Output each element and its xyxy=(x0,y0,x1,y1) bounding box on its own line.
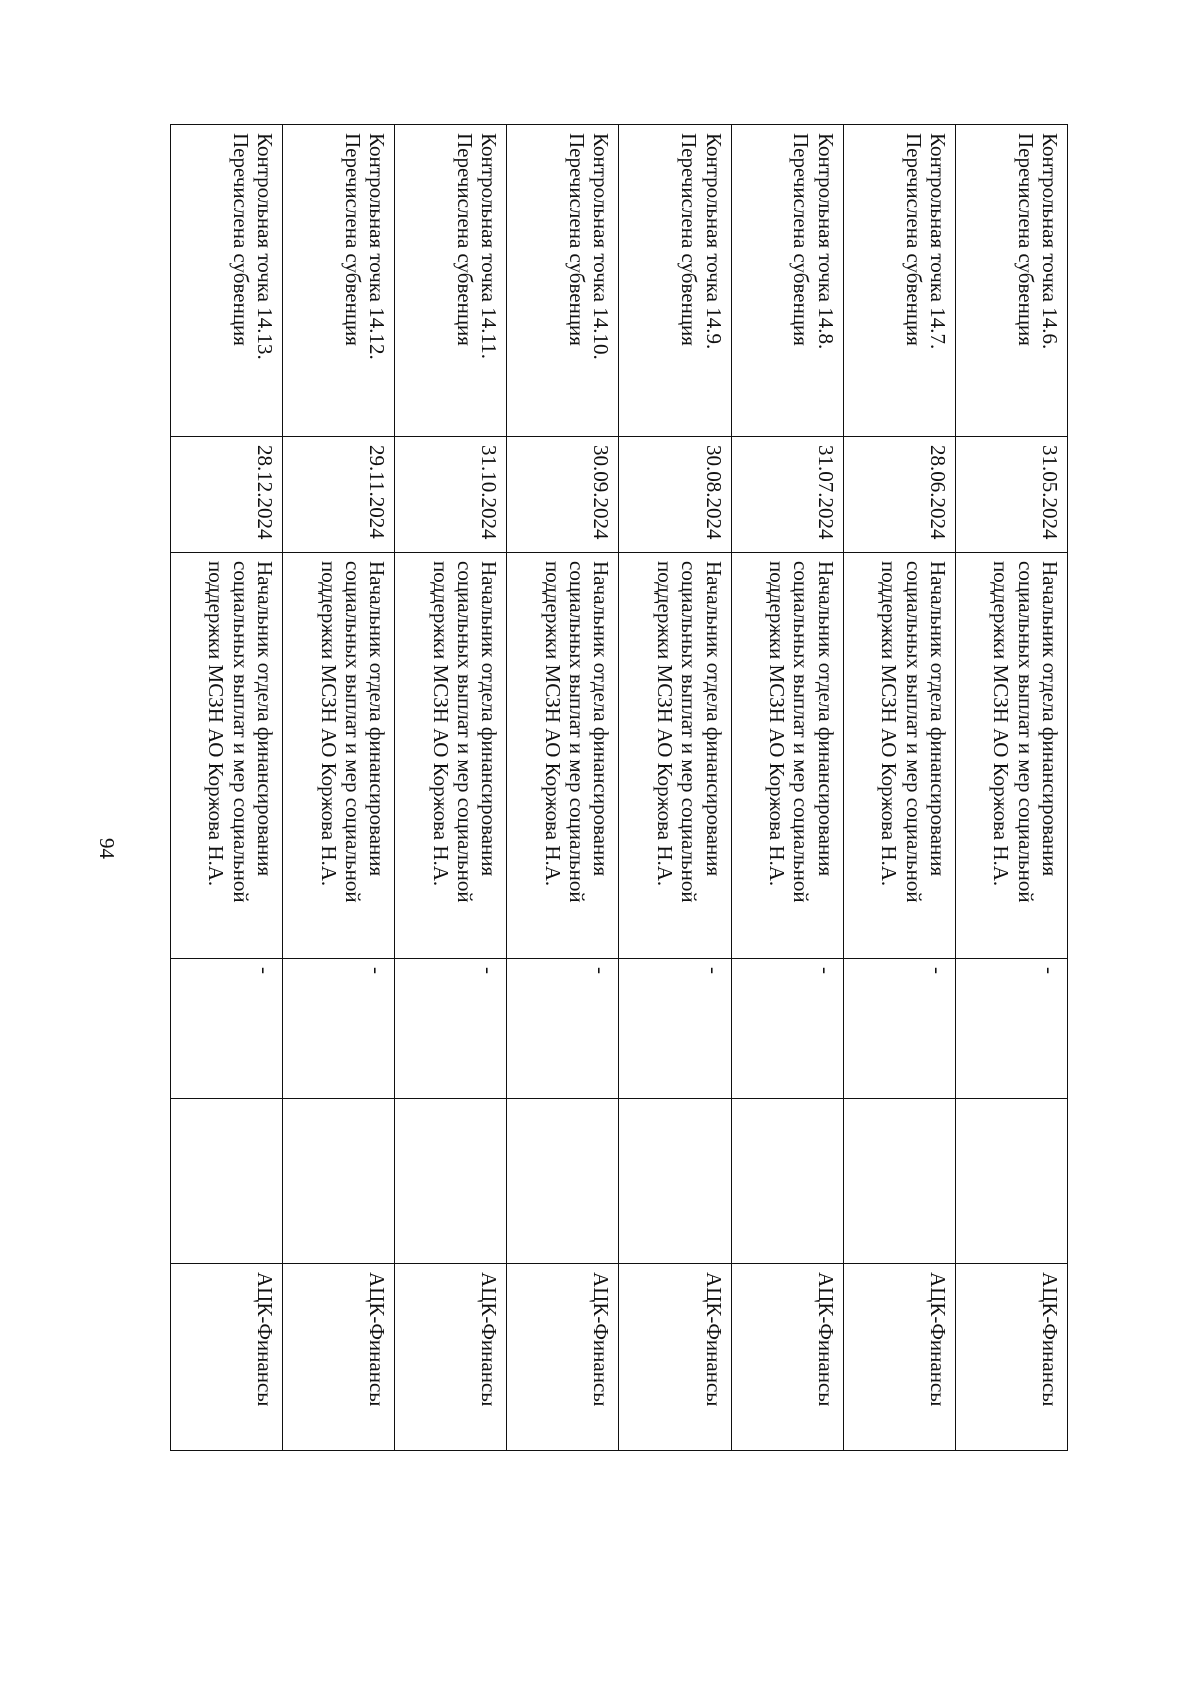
empty-cell xyxy=(619,1099,731,1264)
empty-cell xyxy=(731,1099,843,1264)
empty-cell xyxy=(171,1099,283,1264)
rotated-table-wrapper xyxy=(170,124,1068,1450)
table-row xyxy=(731,125,843,1451)
system-cell: АЦК-Финансы xyxy=(283,1264,395,1451)
empty-cell xyxy=(843,1099,955,1264)
system-cell: АЦК-Финансы xyxy=(171,1264,283,1451)
system-cell: АЦК-Финансы xyxy=(507,1264,619,1451)
responsible-cell: Начальник отдела финансирования социальных выплат и мер социальной поддержки МСЗН АО Коржова Н.А. xyxy=(395,553,507,959)
date-cell: 28.06.2024 xyxy=(843,437,955,553)
control-point-cell: Контрольная точка 14.9. Перечислена субвенция xyxy=(619,125,731,437)
table-row xyxy=(843,125,955,1451)
page-number: 94 xyxy=(95,838,119,859)
responsible-cell: Начальник отдела финансирования социальных выплат и мер социальной поддержки МСЗН АО Коржова Н.А. xyxy=(843,553,955,959)
control-point-cell: Контрольная точка 14.13. Перечислена субвенция xyxy=(171,125,283,437)
date-cell: 31.05.2024 xyxy=(955,437,1067,553)
control-point-cell: Контрольная точка 14.12. Перечислена субвенция xyxy=(283,125,395,437)
responsible-cell: Начальник отдела финансирования социальных выплат и мер социальной поддержки МСЗН АО Коржова Н.А. xyxy=(619,553,731,959)
control-point-cell: Контрольная точка 14.6. Перечислена субвенция xyxy=(955,125,1067,437)
table-row xyxy=(619,125,731,1451)
responsible-cell: Начальник отдела финансирования социальных выплат и мер социальной поддержки МСЗН АО Коржова Н.А. xyxy=(955,553,1067,959)
empty-cell xyxy=(283,1099,395,1264)
dash-cell: - xyxy=(283,959,395,1099)
table-row xyxy=(955,125,1067,1451)
date-cell: 31.10.2024 xyxy=(395,437,507,553)
system-cell: АЦК-Финансы xyxy=(619,1264,731,1451)
date-cell: 30.08.2024 xyxy=(619,437,731,553)
dash-cell: - xyxy=(171,959,283,1099)
responsible-cell: Начальник отдела финансирования социальных выплат и мер социальной поддержки МСЗН АО Коржова Н.А. xyxy=(731,553,843,959)
system-cell: АЦК-Финансы xyxy=(955,1264,1067,1451)
responsible-cell: Начальник отдела финансирования социальных выплат и мер социальной поддержки МСЗН АО Коржова Н.А. xyxy=(507,553,619,959)
control-point-cell: Контрольная точка 14.11. Перечислена субвенция xyxy=(395,125,507,437)
system-cell: АЦК-Финансы xyxy=(395,1264,507,1451)
table-row xyxy=(395,125,507,1451)
responsible-cell: Начальник отдела финансирования социальных выплат и мер социальной поддержки МСЗН АО Коржова Н.А. xyxy=(283,553,395,959)
control-point-cell: Контрольная точка 14.7. Перечислена субвенция xyxy=(843,125,955,437)
empty-cell xyxy=(955,1099,1067,1264)
table-row xyxy=(171,125,283,1451)
table-body xyxy=(171,125,1068,1451)
table-row xyxy=(283,125,395,1451)
dash-cell: - xyxy=(507,959,619,1099)
system-cell: АЦК-Финансы xyxy=(731,1264,843,1451)
date-cell: 29.11.2024 xyxy=(283,437,395,553)
dash-cell: - xyxy=(395,959,507,1099)
table-row xyxy=(507,125,619,1451)
control-point-cell: Контрольная точка 14.10. Перечислена субвенция xyxy=(507,125,619,437)
responsible-cell: Начальник отдела финансирования социальных выплат и мер социальной поддержки МСЗН АО Коржова Н.А. xyxy=(171,553,283,959)
dash-cell: - xyxy=(955,959,1067,1099)
dash-cell: - xyxy=(843,959,955,1099)
empty-cell xyxy=(395,1099,507,1264)
empty-cell xyxy=(507,1099,619,1264)
control-point-cell: Контрольная точка 14.8. Перечислена субвенция xyxy=(731,125,843,437)
date-cell: 28.12.2024 xyxy=(171,437,283,553)
dash-cell: - xyxy=(731,959,843,1099)
date-cell: 31.07.2024 xyxy=(731,437,843,553)
system-cell: АЦК-Финансы xyxy=(843,1264,955,1451)
dash-cell: - xyxy=(619,959,731,1099)
control-points-table xyxy=(170,124,1068,1451)
date-cell: 30.09.2024 xyxy=(507,437,619,553)
